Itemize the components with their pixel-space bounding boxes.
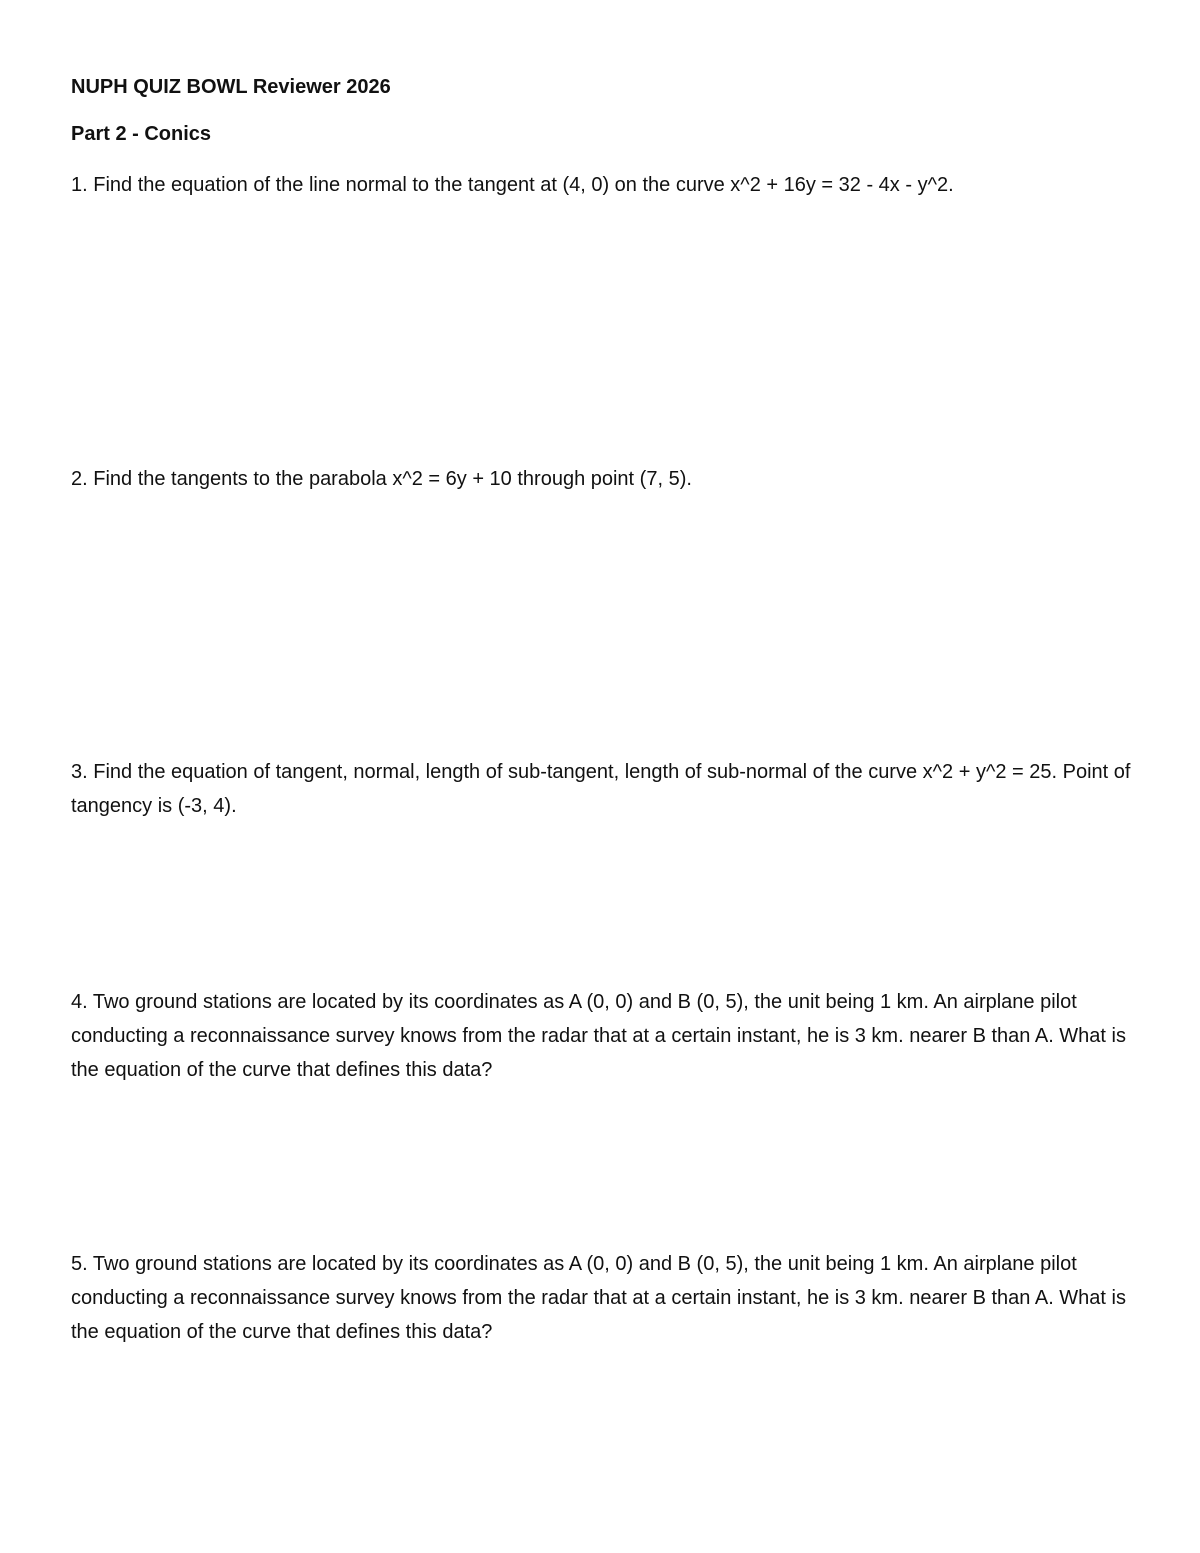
section-title: Part 2 - Conics xyxy=(71,123,212,145)
question-2: 2. Find the tangents to the parabola x^2 = 6y + 10 through point (7, 5). xyxy=(71,468,692,490)
document-title: NUPH QUIZ BOWL Reviewer 2026 xyxy=(71,76,391,98)
question-4: 4. Two ground stations are located by its coordinates as A (0, 0) and B (0, 5), the unit being 1 km. An airplane pilot conducting a reconnaissance survey knows from the radar that at a certain instant, he is 3 km. nearer B than A. What is the equation of the curve that defines this data? xyxy=(71,991,1126,1081)
question-5: 5. Two ground stations are located by its coordinates as A (0, 0) and B (0, 5), the unit being 1 km. An airplane pilot conducting a reconnaissance survey knows from the radar that at a certain instant, he is 3 km. nearer B than A. What is the equation of the curve that defines this data? xyxy=(71,1253,1126,1343)
question-1: 1. Find the equation of the line normal to the tangent at (4, 0) on the curve x^2 + 16y = 32 - 4x - y^2. xyxy=(71,174,954,196)
question-3: 3. Find the equation of tangent, normal, length of sub-tangent, length of sub-normal of the curve x^2 + y^2 = 25. Point of tangency is (-3, 4). xyxy=(71,761,1131,817)
